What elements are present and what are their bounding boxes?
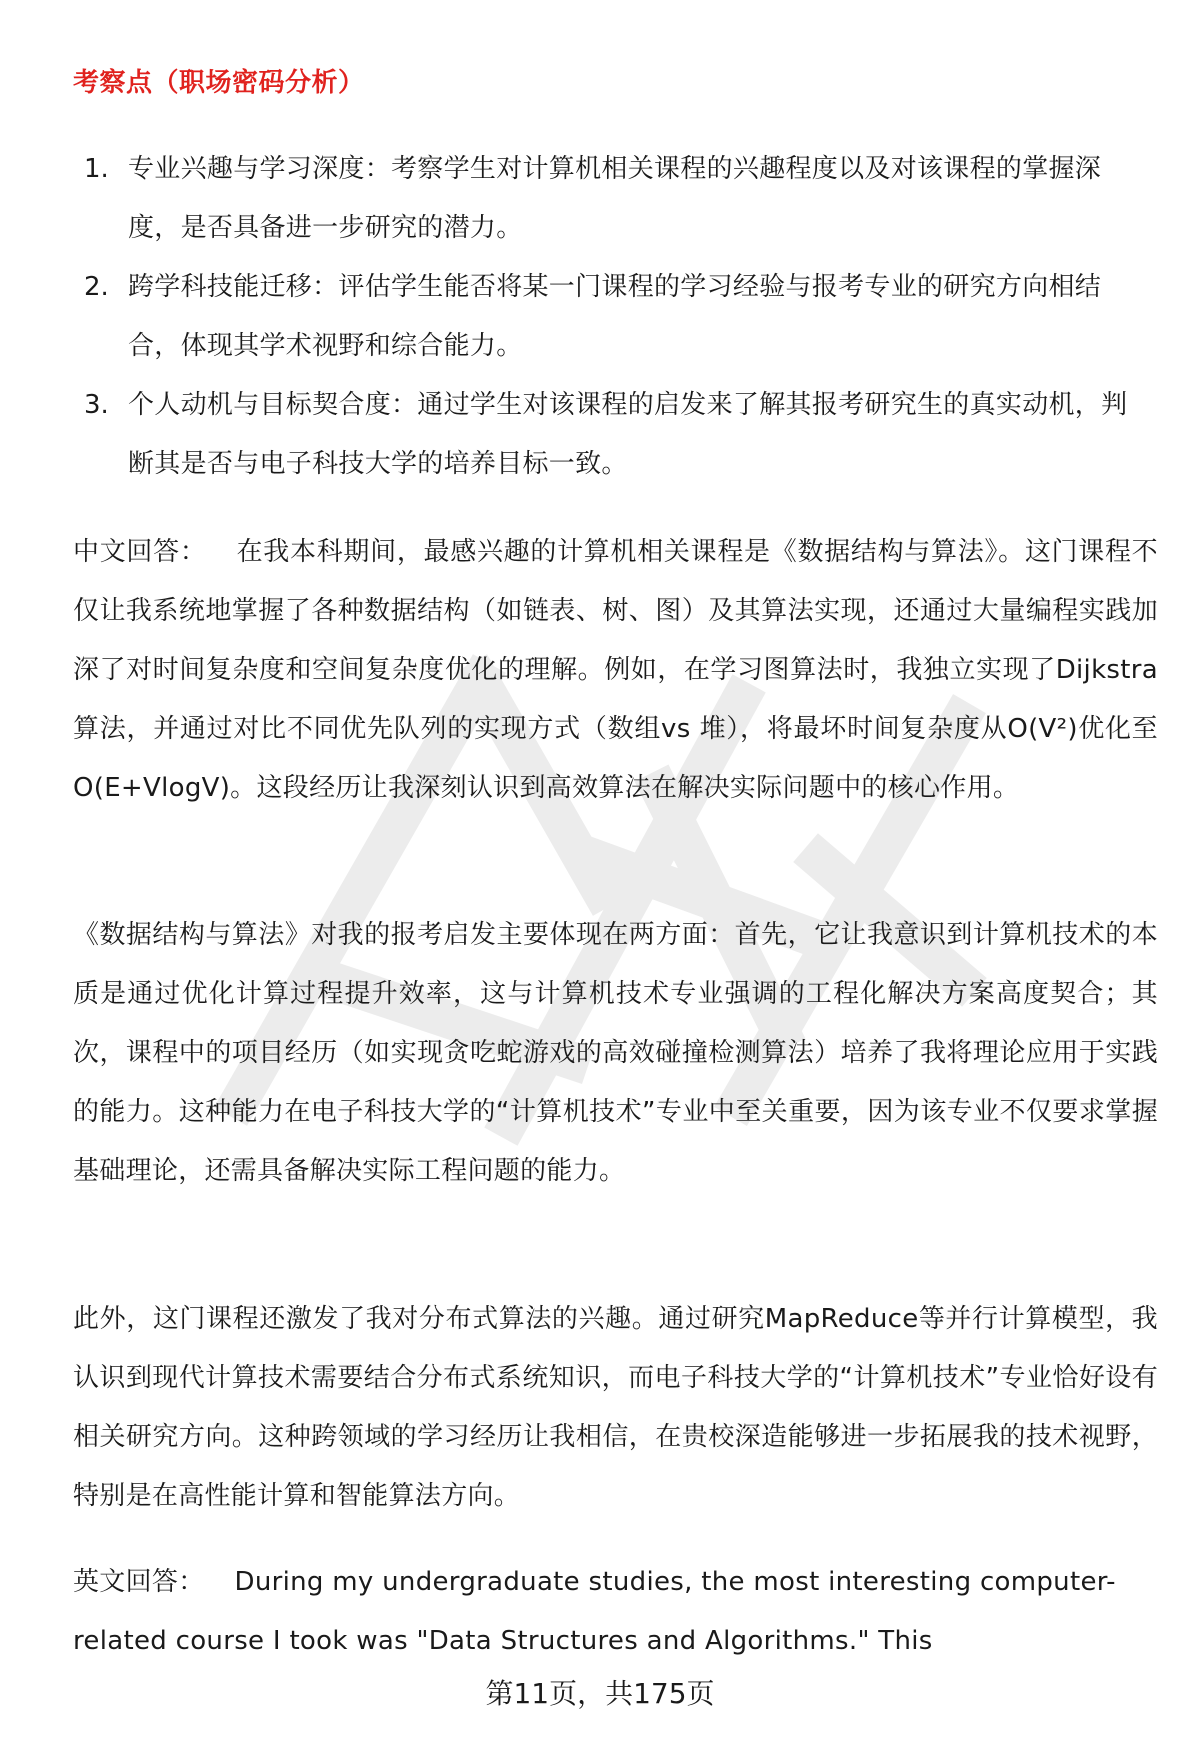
page-number-footer: 第11页，共175页 bbox=[485, 1677, 715, 1710]
chinese-answer-paragraph-1 bbox=[73, 523, 1158, 818]
list-item-number: 1. bbox=[84, 154, 109, 184]
chinese-answer-label: 中文回答： bbox=[73, 537, 207, 567]
chinese-answer-paragraph-2: 《数据结构与算法》对我的报考启发主要体现在两方面：首先，它让我意识到计算机技术的本质是通过优化计算过程提升效率，这与计算机技术专业强调的工程化解决方案高度契合；其次，课程中的项目经历（如实现贪吃蛇游戏的高效碰撞检测算法）培养了我将理论应用于实践的能力。这种能力在电子科技大学的“计算机技术”专业中至关重要，因为该专业不仅要求掌握基础理论，还需具备解决实际工程问题的能力。 bbox=[73, 920, 1158, 1186]
list-item-text: 跨学科技能迁移：评估学生能否将某一门课程的学习经验与报考专业的研究方向相结合，体现其学术视野和综合能力。 bbox=[128, 272, 1102, 361]
list-item-text: 个人动机与目标契合度：通过学生对该课程的启发来了解其报考研究生的真实动机，判断其是否与电子科技大学的培养目标一致。 bbox=[128, 390, 1128, 479]
list-item-text: 专业兴趣与学习深度：考察学生对计算机相关课程的兴趣程度以及对该课程的掌握深度，是否具备进一步研究的潜力。 bbox=[128, 154, 1102, 243]
list-item bbox=[84, 140, 1144, 258]
chinese-answer-text-1: 在我本科期间，最感兴趣的计算机相关课程是《数据结构与算法》。这门课程不仅让我系统地掌握了各种数据结构（如链表、树、图）及其算法实现，还通过大量编程实践加深了对时间复杂度和空间复杂度优化的理解。例如，在学习图算法时，我独立实现了Dijkstra算法，并通过对比不同优先队列的实现方式（数组vs 堆），将最坏时间复杂度从O(V²)优化至O(E+VlogV)。这段经历让我深刻认识到高效算法在解决实际问题中的核心作用。 bbox=[73, 537, 1158, 803]
list-item-number: 2. bbox=[84, 272, 109, 302]
chinese-answer-paragraph-3: 此外，这门课程还激发了我对分布式算法的兴趣。通过研究MapReduce等并行计算模型，我认识到现代计算技术需要结合分布式系统知识，而电子科技大学的“计算机技术”专业恰好设有相关研究方向。这种跨领域的学习经历让我相信，在贵校深造能够进一步拓展我的技术视野，特别是在高性能计算和智能算法方向。 bbox=[73, 1304, 1158, 1511]
list-item-number: 3. bbox=[84, 390, 109, 420]
english-answer-label: 英文回答： bbox=[73, 1567, 205, 1597]
section-title: 考察点（职场密码分析） bbox=[73, 68, 365, 98]
english-answer-paragraph bbox=[73, 1553, 1158, 1671]
list-item bbox=[84, 258, 1144, 376]
list-item bbox=[84, 376, 1144, 494]
english-answer-text: During my undergraduate studies, the most interesting computer-related course I took was "Data Structures and Algorithms." This bbox=[73, 1567, 1116, 1656]
assessment-points-list bbox=[84, 140, 1144, 494]
